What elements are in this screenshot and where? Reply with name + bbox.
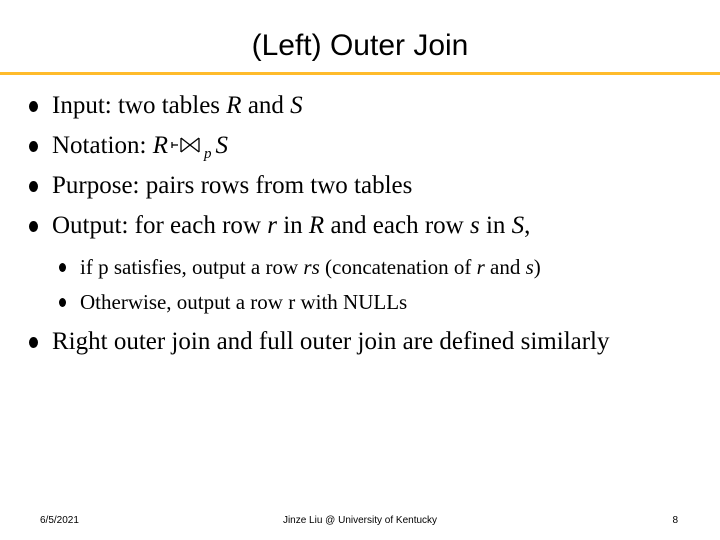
text-segment: in — [479, 212, 512, 239]
bullet-dot — [29, 337, 38, 348]
table-s-symbol: S — [290, 92, 303, 119]
bullet-dot — [29, 141, 38, 152]
row-s-symbol: s — [525, 255, 534, 279]
bullet-output — [0, 210, 720, 242]
row-s-symbol: s — [469, 212, 480, 239]
row-r-symbol: r — [267, 212, 277, 239]
join-condition-subscript: p — [203, 146, 212, 162]
text-segment: Notation: — [52, 132, 153, 159]
sub-bullet-dot — [59, 298, 66, 307]
bullet-dot — [29, 181, 38, 192]
sub-bullet-text: Otherwise, output a row r with NULLs — [80, 290, 408, 314]
bullet-right-full-join — [0, 326, 720, 358]
bullet-notation — [0, 130, 720, 162]
table-r-symbol: R — [226, 92, 242, 119]
page-number: 8 — [672, 515, 678, 526]
bullet-text: Right outer join and full outer join are defined similarly — [52, 328, 610, 355]
slide-title: (Left) Outer Join — [251, 29, 469, 62]
bullet-text — [52, 210, 530, 242]
text-segment: and — [241, 92, 291, 119]
sub-bullet-dot — [59, 263, 66, 272]
left-outer-join-icon — [170, 135, 204, 155]
bullet-dot — [29, 101, 38, 112]
title-divider — [0, 72, 720, 75]
text-segment: Input: two tables — [52, 92, 227, 119]
sub-bullet-satisfies — [0, 253, 720, 281]
sub-bullet-text — [80, 253, 541, 281]
text-segment: and — [484, 255, 526, 279]
row-rs-symbol: rs — [303, 255, 320, 279]
sub-bullet-otherwise — [0, 288, 720, 316]
table-s-symbol: S — [511, 212, 525, 239]
text-segment: if p satisfies, output a row — [80, 255, 304, 279]
text-segment: , — [524, 212, 531, 239]
footer-author: Jinze Liu @ University of Kentucky — [282, 515, 438, 526]
text-segment: and each row — [324, 212, 470, 239]
text-segment: (concatenation of — [319, 255, 477, 279]
bullet-input — [0, 90, 720, 122]
text-segment: in — [276, 212, 309, 239]
row-r-symbol: r — [476, 255, 485, 279]
text-segment: ) — [533, 255, 541, 279]
table-s-symbol: S — [215, 132, 228, 159]
footer-date: 6/5/2021 — [40, 515, 79, 526]
bullet-text — [52, 130, 228, 165]
bullet-text: Purpose: pairs rows from two tables — [52, 172, 413, 199]
bullet-text — [52, 90, 303, 122]
text-segment: Output: for each row — [52, 212, 268, 239]
table-r-symbol: R — [152, 132, 168, 159]
table-r-symbol: R — [308, 212, 325, 239]
bullet-dot — [29, 221, 38, 232]
bullet-purpose — [0, 170, 720, 202]
